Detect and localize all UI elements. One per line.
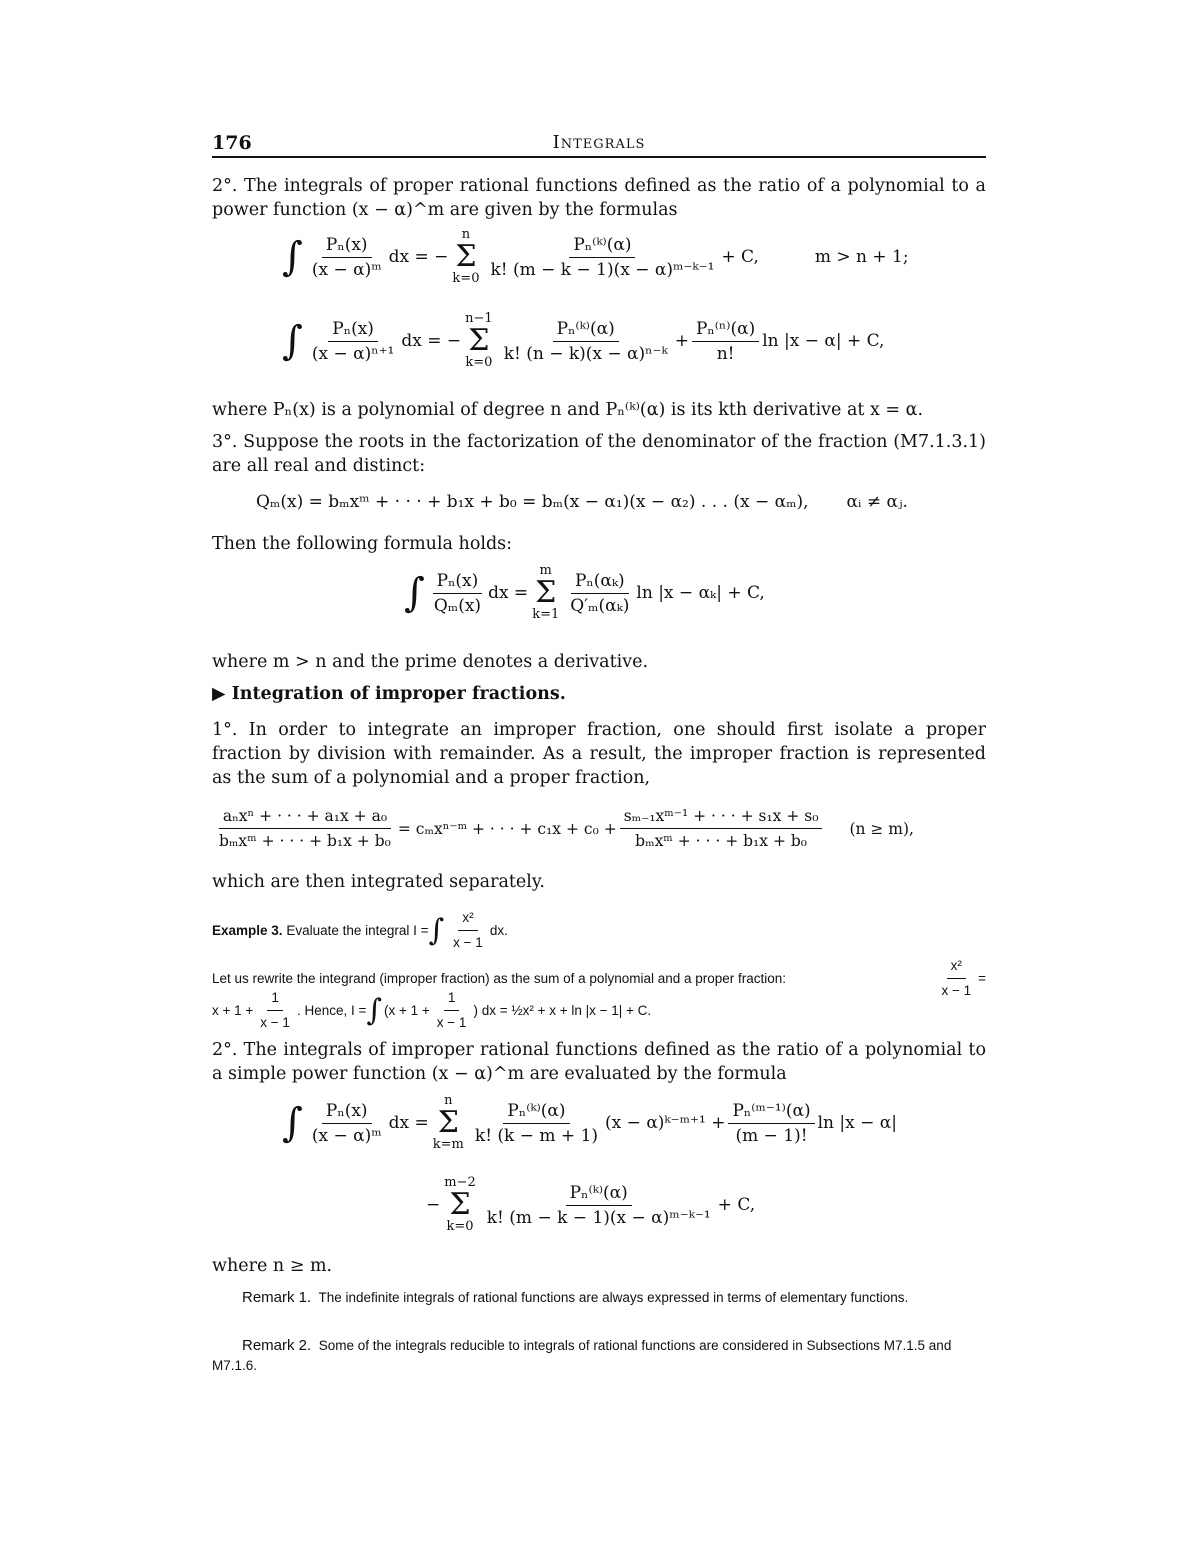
integral-sign: ∫ [282, 318, 303, 364]
page [212, 126, 986, 1373]
summation: n Σ k=m [432, 1093, 464, 1152]
paragraph-improper: 1°. In order to integrate an improper fraction, one should first isolate a proper fraction by division with remainder. As a result, the improper fraction is represented as the sum of a polynomial and a proper fraction, [212, 720, 986, 788]
section-heading: ▶ Integration of improper fractions. [212, 684, 566, 704]
formula-6-line-1: ∫ $\frac{\text{Pₙ(x)}}{\text{(x − α)ᵐ}}$ dx = n Σ k=m $\frac{\text{Pₙ⁽ᵏ⁾(α)}}{k! (k - m + 1)}$ (x − α)ᵏ⁻ᵐ⁺¹ + $\frac{\text{Pₙ⁽ᵐ⁻¹⁾(α)}}{(m - 1)!}$ ln |x − α| [282, 1093, 897, 1152]
paragraph-then: Then the following formula holds: [212, 534, 513, 554]
example-line-3: x + 1 + $\frac{1}{x - 1}$ . Hence, I = ∫ (x + 1 + $\frac{1}{x - 1}$ ) dx = ½x² + x + ln |x − 1| + C. [212, 990, 652, 1030]
remark-1: Remark 1. The indefinite integrals of rational functions are always expressed in terms of elementary functions. [242, 1289, 909, 1306]
paragraph-n-ge-m: where n ≥ m. [212, 1256, 333, 1276]
running-header [212, 126, 986, 158]
example-line-2: Let us rewrite the integrand (improper fraction) as the sum of a polynomial and a proper fraction: $\frac{\text{x²}}{x - 1}$ = [212, 958, 986, 998]
paragraph-where-pn: where Pₙ(x) is a polynomial of degree n and Pₙ⁽ᵏ⁾(α) is its kth derivative at x = α. [212, 400, 924, 420]
paragraph-real-roots: 3°. Suppose the roots in the factorization of the denominator of the fraction (M7.1.3.1) are all real and distinct: [212, 432, 986, 476]
page-number: 176 [212, 132, 252, 154]
integral-sign: ∫ [282, 1100, 303, 1146]
paragraph-improper-power: 2°. The integrals of improper rational functions defined as the ratio of a polynomial to a simple power function (x − α)^m are evaluated by the formula [212, 1040, 986, 1084]
example-3: Example 3. Evaluate the integral I = ∫ $\frac{\text{x²}}{x - 1}$ dx. [212, 910, 508, 950]
formula-5: $\frac{\text{aₙxⁿ + · · · + a₁x + a₀}}{\text{bₘxᵐ + · · · + b₁x + b₀}}$ = cₘxⁿ⁻ᵐ + · · · + c₁x + c₀ + $\frac{\text{sₘ₋₁xᵐ⁻¹ + · · · + s₁x + s₀}}{\text{bₘxᵐ + · · · + b₁x + b₀}}$ (n ≥ m), [219, 807, 914, 850]
formula-6-line-2: − m−2 Σ k=0 $\frac{\text{Pₙ⁽ᵏ⁾(α)}}{\text{k! (m − k − 1)(x − α)ᵐ⁻ᵏ⁻¹}}$ + C, [426, 1175, 756, 1234]
paragraph-proper-power: 2°. The integrals of proper rational functions defined as the ratio of a polynomial to a power function (x − α)^m are given by the formulas [212, 176, 986, 220]
remark-2: Remark 2. Some of the integrals reducible to integrals of rational functions are considered in Subsections M7.1.5 and M7.1.6. [212, 1337, 952, 1373]
paragraph-prime: where m > n and the prime denotes a derivative. [212, 652, 649, 672]
summation: m Σ k=1 [532, 563, 560, 622]
formula-3: Qₘ(x) = bₘxᵐ + · · · + b₁x + b₀ = bₘ(x − α₁)(x − α₂) . . . (x − αₘ), αᵢ ≠ αⱼ. [256, 492, 908, 512]
running-title: Integrals [552, 132, 646, 153]
integral-sign: ∫ [282, 234, 303, 280]
summation: n−1 Σ k=0 [465, 311, 493, 370]
summation: m−2 Σ k=0 [444, 1175, 476, 1234]
paragraph-integrated: which are then integrated separately. [212, 872, 545, 892]
integral-sign: ∫ [404, 570, 425, 616]
summation: n Σ k=0 [452, 227, 480, 286]
triangle-marker-icon: ▶ [212, 684, 226, 704]
formula-1: ∫ $\frac{\text{Pₙ(x)}}{\text{(x − α)ᵐ}}$ dx = − n Σ k=0 $\frac{\text{Pₙ⁽ᵏ⁾(α)}}{\text{k! (m − k − 1)(x − α)ᵐ⁻ᵏ⁻¹}}$ + C, m > n + 1; [282, 227, 909, 286]
formula-2: ∫ $\frac{\text{Pₙ(x)}}{\text{(x − α)ⁿ⁺¹}}$ dx = − n−1 Σ k=0 $\frac{\text{Pₙ⁽ᵏ⁾(α)}}{\text{k! (n − k)(x − α)ⁿ⁻ᵏ}}$ + $\frac{\text{Pₙ⁽ⁿ⁾(α)}}{n!}$ ln |x − α| + C, [282, 311, 885, 370]
formula-4: ∫ $\frac{\text{Pₙ(x)}}{\text{Qₘ(x)}}$ dx = m Σ k=1 $\frac{\text{Pₙ(αₖ)}}{\text{Q′ₘ(αₖ)}}$ ln |x − αₖ| + C, [404, 563, 765, 622]
